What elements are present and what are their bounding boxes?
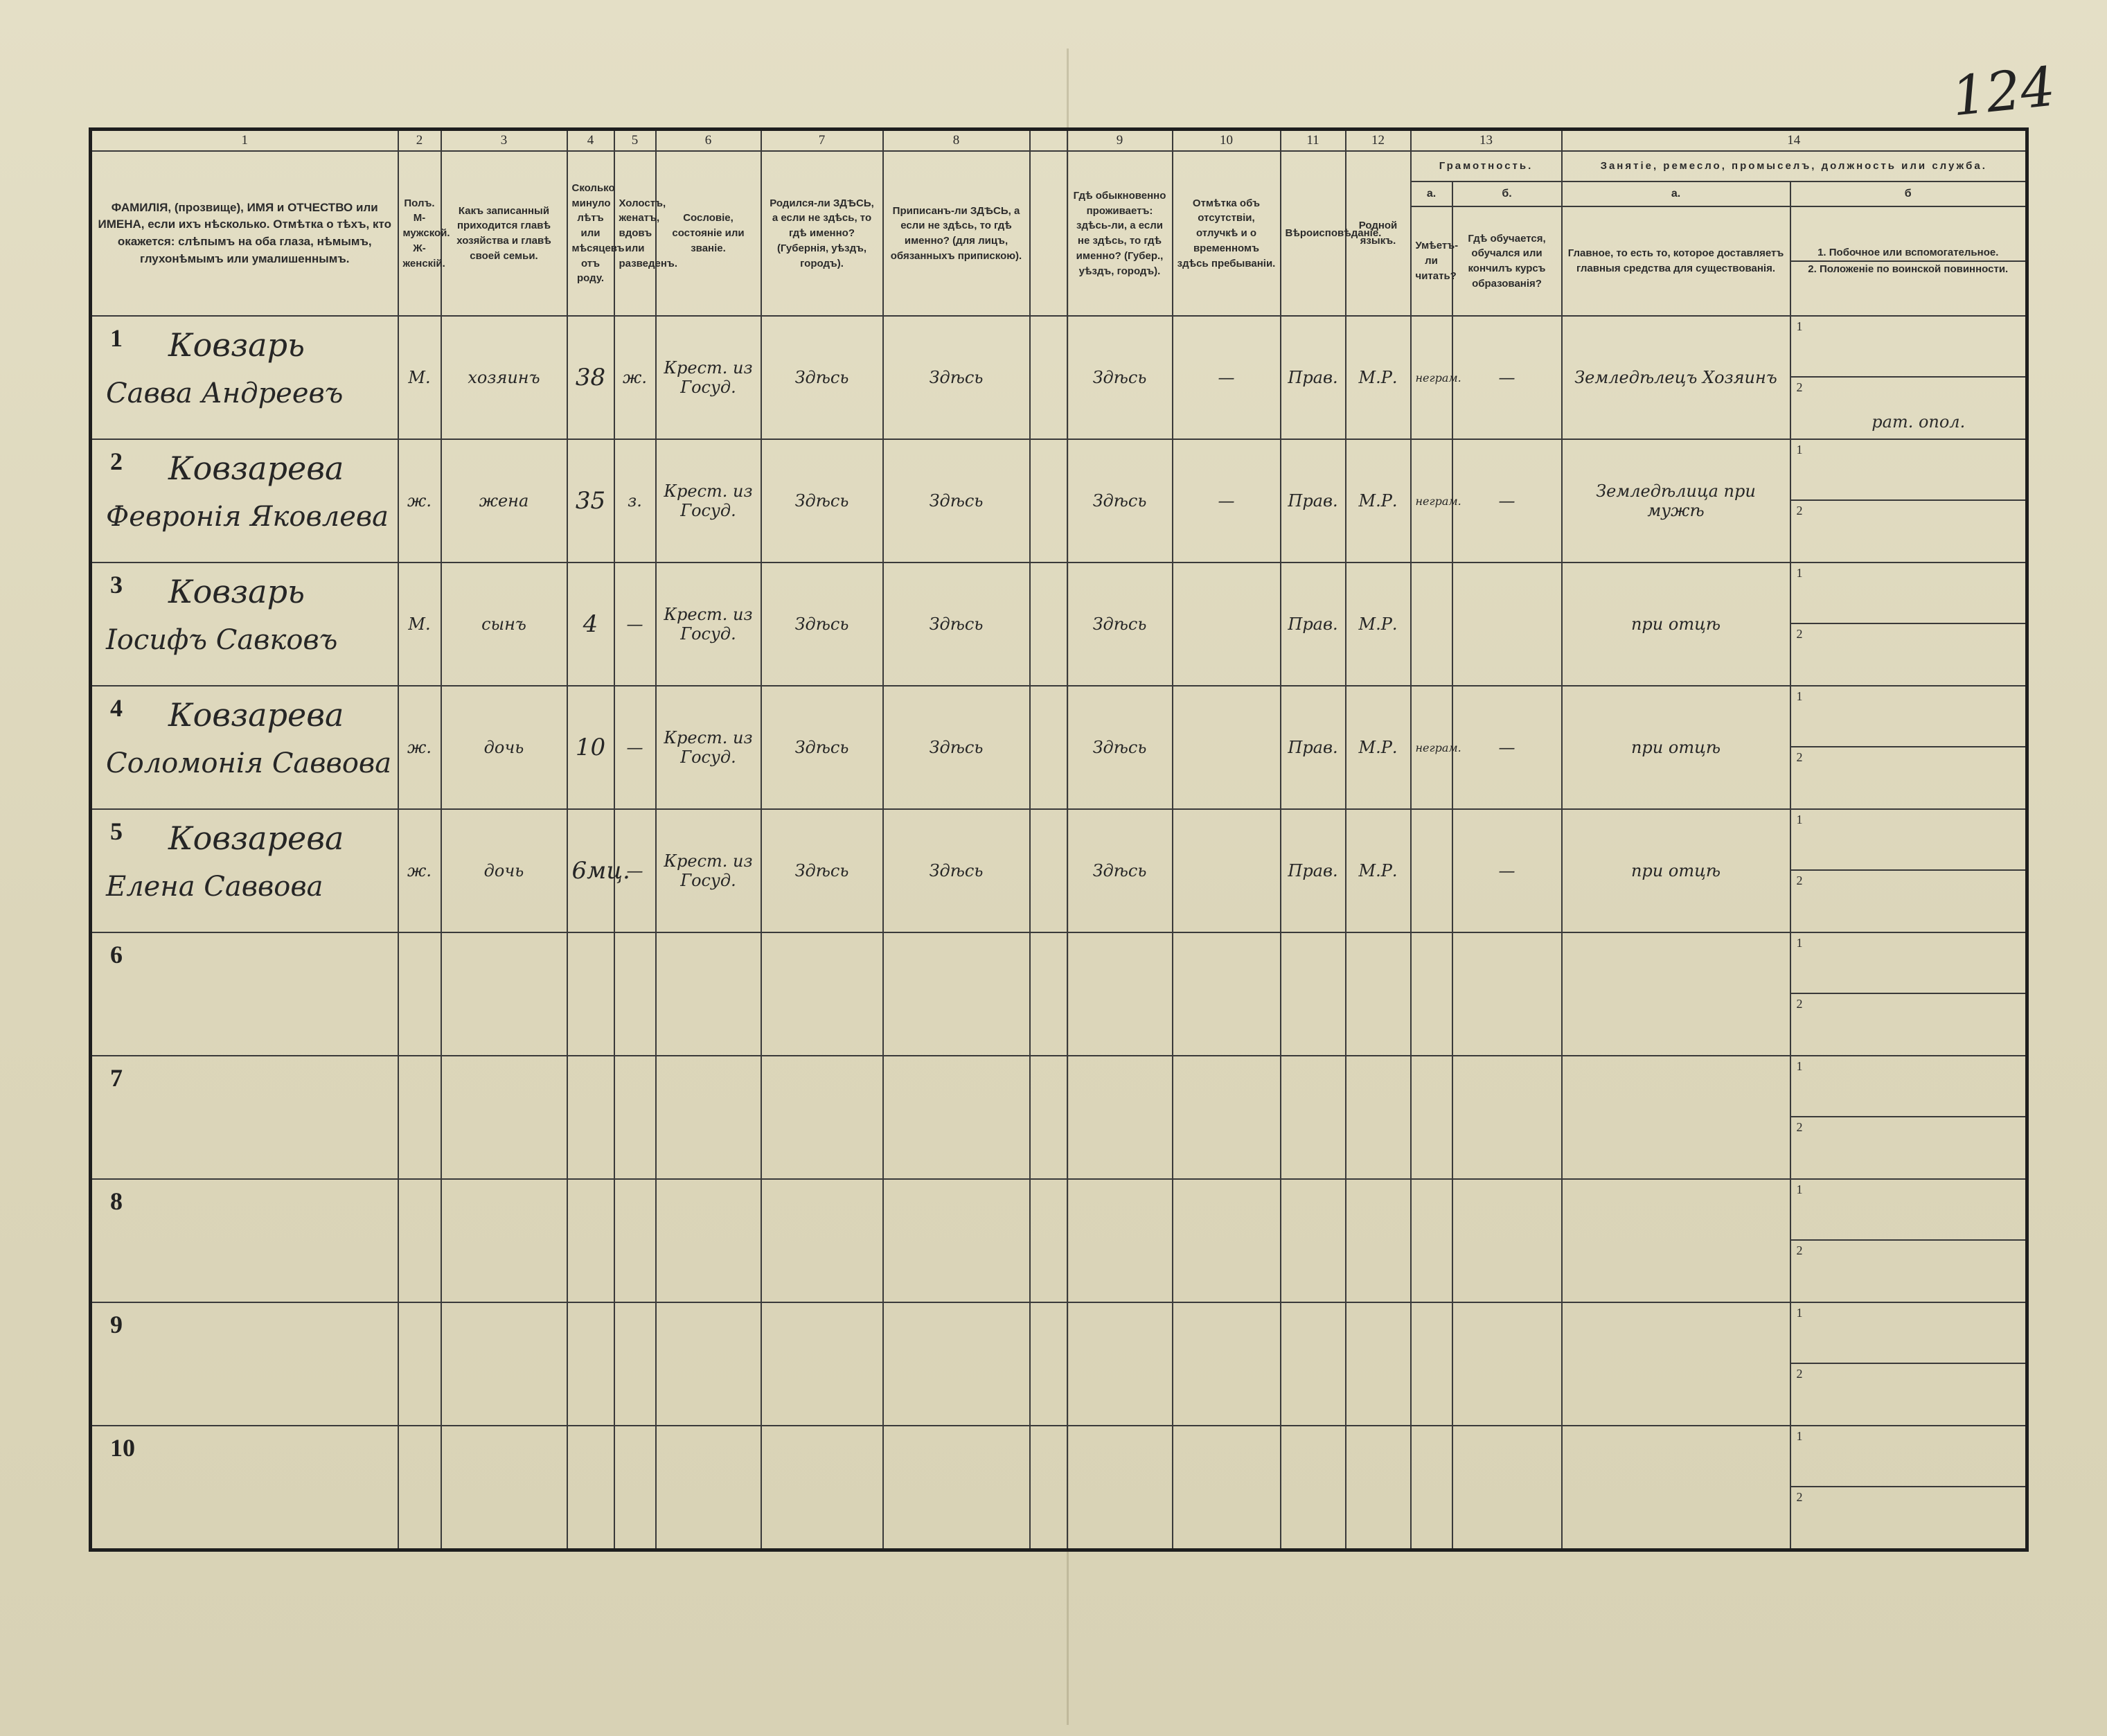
registered bbox=[883, 1056, 1030, 1179]
education: — bbox=[1452, 439, 1562, 563]
secondary-label-2: 2 bbox=[1796, 1367, 1803, 1381]
header-secondary-occupation: 1. Побочное или вспомогательное. bbox=[1791, 245, 2026, 262]
header-occupation-b-label: б bbox=[1790, 181, 2027, 206]
secondary-cell bbox=[1790, 932, 2027, 1056]
residence: Здѣсь bbox=[1067, 316, 1173, 439]
colnum-12: 12 bbox=[1346, 130, 1411, 152]
secondary-occupation bbox=[1791, 1426, 2026, 1487]
absence bbox=[1173, 1302, 1281, 1426]
header-military: 2. Положеніе по воинской повинности. bbox=[1808, 263, 2009, 275]
registered bbox=[883, 932, 1030, 1056]
registered: Здѣсь bbox=[883, 563, 1030, 686]
military-status bbox=[1791, 1364, 2026, 1425]
education bbox=[1452, 932, 1562, 1056]
header-literacy: Грамотность. bbox=[1411, 151, 1562, 181]
surname: Ковзарева bbox=[168, 450, 344, 487]
secondary-cell bbox=[1790, 563, 2027, 686]
row-number: 3 bbox=[110, 571, 123, 599]
header-occupation: Занятіе, ремесло, промыселъ, должность или служба. bbox=[1562, 151, 2027, 181]
estate: Крест. из Госуд. bbox=[656, 316, 761, 439]
estate: Крест. из Госуд. bbox=[656, 439, 761, 563]
military-status bbox=[1791, 1487, 2026, 1548]
residence bbox=[1067, 1056, 1173, 1179]
header-estate: Сословіе, состояніе или званіе. bbox=[656, 151, 761, 316]
secondary-label-1: 1 bbox=[1796, 689, 1803, 703]
relation: сынъ bbox=[441, 563, 567, 686]
can-read: неграм. bbox=[1411, 686, 1452, 809]
header-language: Родной языкъ. bbox=[1346, 151, 1411, 316]
can-read bbox=[1411, 809, 1452, 932]
secondary-label-2: 2 bbox=[1796, 627, 1803, 641]
secondary-occupation bbox=[1791, 933, 2026, 994]
military-status bbox=[1791, 871, 2026, 932]
header-absence: Отмѣтка объ отсутствіи, отлучкѣ и о временномъ здѣсь пребываніи. bbox=[1173, 151, 1281, 316]
age: 6мц. bbox=[567, 809, 614, 932]
secondary-label-2: 2 bbox=[1796, 997, 1803, 1011]
absence bbox=[1173, 1056, 1281, 1179]
given-name: Февронія Яковлева bbox=[106, 501, 389, 533]
colnum-6: 6 bbox=[656, 130, 761, 152]
estate bbox=[656, 1426, 761, 1550]
sex bbox=[398, 1302, 441, 1426]
age bbox=[567, 1056, 614, 1179]
can-read bbox=[1411, 932, 1452, 1056]
can-read bbox=[1411, 1179, 1452, 1302]
main-occupation: Земледѣлецъ Хозяинъ bbox=[1562, 316, 1790, 439]
gutter-cell bbox=[1030, 563, 1067, 686]
residence bbox=[1067, 1179, 1173, 1302]
sex: М. bbox=[398, 316, 441, 439]
main-occupation: при отцѣ bbox=[1562, 563, 1790, 686]
name-cell bbox=[91, 1426, 398, 1550]
estate bbox=[656, 932, 761, 1056]
person-row bbox=[91, 686, 2027, 809]
secondary-occupation bbox=[1791, 440, 2026, 501]
name-cell bbox=[91, 316, 398, 439]
residence bbox=[1067, 1302, 1173, 1426]
header-relation: Какъ записанный приходится главѣ хозяйства и главѣ своей семьи. bbox=[441, 151, 567, 316]
main-occupation bbox=[1562, 932, 1790, 1056]
marital-status bbox=[614, 1179, 656, 1302]
can-read bbox=[1411, 1302, 1452, 1426]
birthplace bbox=[761, 1056, 883, 1179]
estate bbox=[656, 1302, 761, 1426]
education: — bbox=[1452, 686, 1562, 809]
military-status bbox=[1791, 624, 2026, 685]
row-number: 6 bbox=[110, 941, 123, 968]
column-number-row bbox=[91, 130, 2027, 152]
row-number: 8 bbox=[110, 1187, 123, 1215]
sex bbox=[398, 1179, 441, 1302]
religion bbox=[1281, 1056, 1346, 1179]
person-row bbox=[91, 316, 2027, 439]
given-name: Елена Саввова bbox=[106, 871, 323, 903]
language bbox=[1346, 1056, 1411, 1179]
main-occupation bbox=[1562, 1179, 1790, 1302]
secondary-label-1: 1 bbox=[1796, 936, 1803, 950]
language: М.Р. bbox=[1346, 563, 1411, 686]
header-literacy-a-label: а. bbox=[1411, 181, 1452, 206]
military-status bbox=[1791, 1241, 2026, 1302]
absence: — bbox=[1173, 439, 1281, 563]
header-education: Гдѣ обучается, обучался или кончилъ курсъ образованія? bbox=[1452, 206, 1562, 316]
header-marital: Холостъ, женатъ, вдовъ или разведенъ. bbox=[614, 151, 656, 316]
absence: — bbox=[1173, 316, 1281, 439]
age bbox=[567, 1302, 614, 1426]
language bbox=[1346, 932, 1411, 1056]
language: М.Р. bbox=[1346, 686, 1411, 809]
gutter-column bbox=[1030, 130, 1067, 152]
gutter-cell bbox=[1030, 439, 1067, 563]
age: 38 bbox=[567, 316, 614, 439]
language bbox=[1346, 1302, 1411, 1426]
residence: Здѣсь bbox=[1067, 686, 1173, 809]
estate bbox=[656, 1056, 761, 1179]
surname: Ковзарева bbox=[168, 820, 344, 857]
secondary-cell bbox=[1790, 316, 2027, 439]
row-number: 10 bbox=[110, 1434, 135, 1462]
religion bbox=[1281, 1426, 1346, 1550]
gutter-cell bbox=[1030, 809, 1067, 932]
given-name: Соломонія Саввова bbox=[106, 747, 392, 779]
row-number: 9 bbox=[110, 1311, 123, 1338]
secondary-label-1: 1 bbox=[1796, 566, 1803, 580]
relation bbox=[441, 1302, 567, 1426]
birthplace: Здѣсь bbox=[761, 809, 883, 932]
row-number: 5 bbox=[110, 817, 123, 845]
secondary-occupation bbox=[1791, 317, 2026, 378]
religion bbox=[1281, 932, 1346, 1056]
military-status bbox=[1791, 501, 2026, 562]
language: М.Р. bbox=[1346, 316, 1411, 439]
education bbox=[1452, 1179, 1562, 1302]
sex: ж. bbox=[398, 439, 441, 563]
sex bbox=[398, 1056, 441, 1179]
main-occupation bbox=[1562, 1056, 1790, 1179]
religion bbox=[1281, 1302, 1346, 1426]
relation bbox=[441, 932, 567, 1056]
given-name: Савва Андреевъ bbox=[106, 378, 344, 409]
religion: Прав. bbox=[1281, 563, 1346, 686]
secondary-cell bbox=[1790, 1179, 2027, 1302]
census-rows bbox=[91, 316, 2027, 1550]
marital-status bbox=[614, 1426, 656, 1550]
person-row bbox=[91, 1056, 2027, 1179]
secondary-cell bbox=[1790, 1426, 2027, 1550]
person-row bbox=[91, 1179, 2027, 1302]
birthplace bbox=[761, 932, 883, 1056]
birthplace: Здѣсь bbox=[761, 439, 883, 563]
colnum-2: 2 bbox=[398, 130, 441, 152]
sex bbox=[398, 932, 441, 1056]
registered: Здѣсь bbox=[883, 316, 1030, 439]
age bbox=[567, 1426, 614, 1550]
language bbox=[1346, 1179, 1411, 1302]
birthplace: Здѣсь bbox=[761, 563, 883, 686]
residence: Здѣсь bbox=[1067, 563, 1173, 686]
header-row-top bbox=[91, 151, 2027, 181]
gutter-cell bbox=[1030, 932, 1067, 1056]
colnum-13: 13 bbox=[1411, 130, 1562, 152]
sex: М. bbox=[398, 563, 441, 686]
secondary-occupation bbox=[1791, 1303, 2026, 1364]
secondary-cell bbox=[1790, 439, 2027, 563]
person-row bbox=[91, 932, 2027, 1056]
education bbox=[1452, 1302, 1562, 1426]
age: 10 bbox=[567, 686, 614, 809]
gutter-cell bbox=[1030, 316, 1067, 439]
colnum-3: 3 bbox=[441, 130, 567, 152]
language: М.Р. bbox=[1346, 439, 1411, 563]
header-sex: Полъ. М-мужской. Ж-женскій. bbox=[398, 151, 441, 316]
secondary-cell bbox=[1790, 1302, 2027, 1426]
header-literacy-b-label: б. bbox=[1452, 181, 1562, 206]
surname: Ковзарь bbox=[168, 326, 305, 364]
marital-status bbox=[614, 1302, 656, 1426]
marital-status: — bbox=[614, 563, 656, 686]
name-cell bbox=[91, 439, 398, 563]
secondary-label-1: 1 bbox=[1796, 813, 1803, 826]
header-can-read: Умѣетъ-ли читать? bbox=[1411, 206, 1452, 316]
surname: Ковзарь bbox=[168, 573, 305, 610]
row-number: 1 bbox=[110, 324, 123, 352]
name-cell bbox=[91, 563, 398, 686]
row-number: 7 bbox=[110, 1064, 123, 1092]
secondary-occupation bbox=[1791, 563, 2026, 624]
registered bbox=[883, 1426, 1030, 1550]
gutter-cell bbox=[1030, 1179, 1067, 1302]
person-row bbox=[91, 563, 2027, 686]
marital-status: ж. bbox=[614, 316, 656, 439]
education bbox=[1452, 1056, 1562, 1179]
sex bbox=[398, 1426, 441, 1550]
can-read bbox=[1411, 563, 1452, 686]
header-main-occupation: Главное, то есть то, которое доставляетъ главныя средства для существованія. bbox=[1562, 206, 1790, 316]
secondary-occupation bbox=[1791, 687, 2026, 747]
secondary-label-2: 2 bbox=[1796, 750, 1803, 764]
birthplace bbox=[761, 1426, 883, 1550]
main-occupation: при отцѣ bbox=[1562, 686, 1790, 809]
birthplace: Здѣсь bbox=[761, 316, 883, 439]
religion: Прав. bbox=[1281, 439, 1346, 563]
gutter-cell bbox=[1030, 1302, 1067, 1426]
name-cell bbox=[91, 1179, 398, 1302]
secondary-occupation bbox=[1791, 1056, 2026, 1117]
colnum-4: 4 bbox=[567, 130, 614, 152]
name-cell bbox=[91, 809, 398, 932]
secondary-label-2: 2 bbox=[1796, 504, 1803, 517]
header-name: ФАМИЛІЯ, (прозвище), ИМЯ и ОТЧЕСТВО или ИМЕНА, если ихъ нѣсколько. Отмѣтка о тѣхъ, кто окажется: слѣпымъ на оба глаза, нѣмымъ, глухонѣмымъ или умалишеннымъ. bbox=[91, 151, 398, 316]
relation bbox=[441, 1179, 567, 1302]
header-occupation-a-label: а. bbox=[1562, 181, 1790, 206]
marital-status: з. bbox=[614, 439, 656, 563]
secondary-cell bbox=[1790, 809, 2027, 932]
language bbox=[1346, 1426, 1411, 1550]
header-registered: Приписанъ-ли ЗДѢСЬ, а если не здѣсь, то гдѣ именно? (для лицъ, обязанныхъ припискою). bbox=[883, 151, 1030, 316]
person-row bbox=[91, 1302, 2027, 1426]
absence bbox=[1173, 1426, 1281, 1550]
header-age: Сколько минуло лѣтъ или мѣсяцевъ отъ роду. bbox=[567, 151, 614, 316]
marital-status: — bbox=[614, 809, 656, 932]
secondary-cell bbox=[1790, 1056, 2027, 1179]
given-name: Іосифъ Савковъ bbox=[106, 624, 338, 656]
absence bbox=[1173, 686, 1281, 809]
registered: Здѣсь bbox=[883, 686, 1030, 809]
census-table bbox=[89, 127, 2029, 1552]
secondary-label-2: 2 bbox=[1796, 874, 1803, 887]
can-read bbox=[1411, 1056, 1452, 1179]
age: 35 bbox=[567, 439, 614, 563]
name-cell bbox=[91, 1056, 398, 1179]
military-status bbox=[1791, 747, 2026, 808]
row-number: 4 bbox=[110, 694, 123, 722]
main-occupation: Земледѣлица при мужѣ bbox=[1562, 439, 1790, 563]
religion bbox=[1281, 1179, 1346, 1302]
registered: Здѣсь bbox=[883, 439, 1030, 563]
colnum-10: 10 bbox=[1173, 130, 1281, 152]
colnum-5: 5 bbox=[614, 130, 656, 152]
sex: ж. bbox=[398, 686, 441, 809]
education: — bbox=[1452, 809, 1562, 932]
secondary-label-1: 1 bbox=[1796, 1059, 1803, 1073]
residence: Здѣсь bbox=[1067, 809, 1173, 932]
main-occupation bbox=[1562, 1426, 1790, 1550]
secondary-cell bbox=[1790, 686, 2027, 809]
relation bbox=[441, 1426, 567, 1550]
name-cell bbox=[91, 686, 398, 809]
birthplace bbox=[761, 1302, 883, 1426]
secondary-label-1: 1 bbox=[1796, 1429, 1803, 1443]
residence bbox=[1067, 1426, 1173, 1550]
marital-status bbox=[614, 932, 656, 1056]
relation: дочь bbox=[441, 686, 567, 809]
language: М.Р. bbox=[1346, 809, 1411, 932]
estate: Крест. из Госуд. bbox=[656, 563, 761, 686]
age bbox=[567, 1179, 614, 1302]
absence bbox=[1173, 563, 1281, 686]
secondary-label-2: 2 bbox=[1796, 1490, 1803, 1504]
name-cell bbox=[91, 932, 398, 1056]
colnum-8: 8 bbox=[883, 130, 1030, 152]
person-row bbox=[91, 809, 2027, 932]
can-read bbox=[1411, 1426, 1452, 1550]
education bbox=[1452, 563, 1562, 686]
marital-status: — bbox=[614, 686, 656, 809]
colnum-9: 9 bbox=[1067, 130, 1173, 152]
birthplace bbox=[761, 1179, 883, 1302]
header-secondary bbox=[1790, 206, 2027, 316]
education bbox=[1452, 1426, 1562, 1550]
marital-status bbox=[614, 1056, 656, 1179]
can-read: неграм. bbox=[1411, 316, 1452, 439]
main-occupation bbox=[1562, 1302, 1790, 1426]
estate: Крест. из Госуд. bbox=[656, 686, 761, 809]
secondary-label-2: 2 bbox=[1796, 1120, 1803, 1134]
secondary-label-2: 2 bbox=[1796, 1243, 1803, 1257]
age bbox=[567, 932, 614, 1056]
person-row bbox=[91, 1426, 2027, 1550]
relation bbox=[441, 1056, 567, 1179]
secondary-label-1: 1 bbox=[1796, 319, 1803, 333]
page-number: 124 bbox=[1948, 55, 2059, 129]
gutter-cell bbox=[1030, 1426, 1067, 1550]
gutter-cell bbox=[1030, 686, 1067, 809]
religion: Прав. bbox=[1281, 809, 1346, 932]
residence bbox=[1067, 932, 1173, 1056]
header-residence: Гдѣ обыкновенно проживаетъ: здѣсь-ли, а если не здѣсь, то гдѣ именно? (Губер., уѣздъ, городъ). bbox=[1067, 151, 1173, 316]
religion: Прав. bbox=[1281, 686, 1346, 809]
person-row bbox=[91, 439, 2027, 563]
sex: ж. bbox=[398, 809, 441, 932]
secondary-occupation bbox=[1791, 810, 2026, 871]
colnum-1: 1 bbox=[91, 130, 398, 152]
military-status-value: рат. опол. bbox=[1872, 412, 1966, 432]
name-cell bbox=[91, 1302, 398, 1426]
education: — bbox=[1452, 316, 1562, 439]
absence bbox=[1173, 932, 1281, 1056]
main-occupation: при отцѣ bbox=[1562, 809, 1790, 932]
surname: Ковзарева bbox=[168, 696, 344, 734]
registered bbox=[883, 1179, 1030, 1302]
birthplace: Здѣсь bbox=[761, 686, 883, 809]
colnum-14: 14 bbox=[1562, 130, 2027, 152]
military-status bbox=[1791, 378, 2026, 439]
row-number: 2 bbox=[110, 448, 123, 475]
estate bbox=[656, 1179, 761, 1302]
relation: дочь bbox=[441, 809, 567, 932]
absence bbox=[1173, 1179, 1281, 1302]
absence bbox=[1173, 809, 1281, 932]
secondary-label-1: 1 bbox=[1796, 443, 1803, 457]
registered: Здѣсь bbox=[883, 809, 1030, 932]
header-born: Родился-ли ЗДѢСЬ, а если не здѣсь, то гдѣ именно? (Губернія, уѣздъ, городъ). bbox=[761, 151, 883, 316]
religion: Прав. bbox=[1281, 316, 1346, 439]
colnum-7: 7 bbox=[761, 130, 883, 152]
secondary-occupation bbox=[1791, 1180, 2026, 1241]
residence: Здѣсь bbox=[1067, 439, 1173, 563]
gutter-cell bbox=[1030, 1056, 1067, 1179]
secondary-label-1: 1 bbox=[1796, 1306, 1803, 1320]
relation: жена bbox=[441, 439, 567, 563]
colnum-11: 11 bbox=[1281, 130, 1346, 152]
header-religion: Вѣроисповѣданіе. bbox=[1281, 151, 1346, 316]
military-status bbox=[1791, 994, 2026, 1055]
estate: Крест. из Госуд. bbox=[656, 809, 761, 932]
age: 4 bbox=[567, 563, 614, 686]
relation: хозяинъ bbox=[441, 316, 567, 439]
can-read: неграм. bbox=[1411, 439, 1452, 563]
secondary-label-2: 2 bbox=[1796, 380, 1803, 394]
military-status bbox=[1791, 1117, 2026, 1178]
secondary-label-1: 1 bbox=[1796, 1183, 1803, 1196]
gutter-header bbox=[1030, 151, 1067, 316]
registered bbox=[883, 1302, 1030, 1426]
